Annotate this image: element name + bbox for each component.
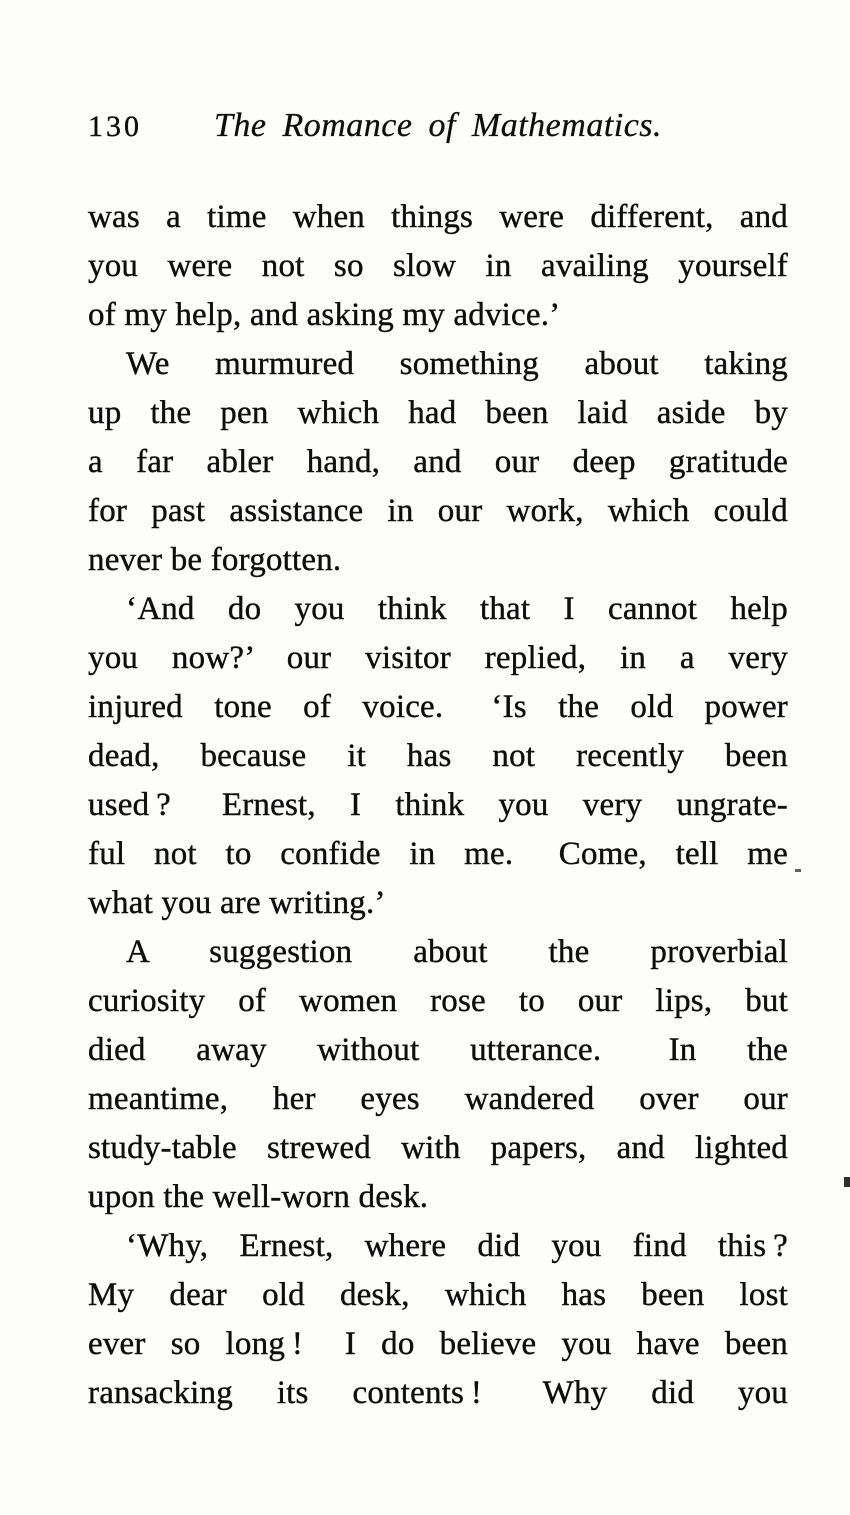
text-line: meantime, her eyes wandered over our: [88, 1081, 788, 1117]
text-line: you were not so slow in availing yourself: [88, 248, 788, 284]
paragraph: [88, 928, 788, 1222]
paragraph: [88, 340, 788, 585]
running-title: The Romance of Mathematics.: [213, 107, 663, 144]
paragraph: [88, 193, 788, 340]
scan-artifact: [795, 869, 801, 872]
text-line: died away without utterance. In the: [88, 1032, 788, 1068]
text-line: A suggestion about the proverbial: [126, 934, 788, 970]
text-line: a far abler hand, and our deep gratitude: [88, 444, 788, 480]
text-line: injured tone of voice. ‘Is the old power: [88, 689, 788, 725]
paragraph: [88, 585, 788, 928]
text-line: ransacking its contents ! Why did you: [88, 1375, 788, 1411]
text-line: for past assistance in our work, which could: [88, 493, 788, 529]
text-line: ‘And do you think that I cannot help: [126, 591, 788, 627]
text-line: up the pen which had been laid aside by: [88, 395, 788, 431]
page-number: 130: [88, 110, 142, 143]
text-line: ever so long ! I do believe you have been: [88, 1326, 788, 1362]
text-line: used ? Ernest, I think you very ungrate-: [88, 787, 788, 823]
page-body: [88, 193, 788, 1418]
text-line: study-table strewed with papers, and lighted: [88, 1130, 788, 1166]
text-line: never be forgotten.: [88, 542, 342, 578]
text-line: My dear old desk, which has been lost: [88, 1277, 788, 1313]
text-line: curiosity of women rose to our lips, but: [88, 983, 788, 1019]
scan-artifact: [844, 1177, 850, 1187]
text-line: of my help, and asking my advice.’: [88, 297, 561, 333]
text-line: We murmured something about taking: [126, 346, 788, 382]
text-line: dead, because it has not recently been: [88, 738, 788, 774]
text-block: [88, 106, 788, 1418]
text-line: what you are writing.’: [88, 885, 386, 921]
paragraph: [88, 1222, 788, 1418]
text-line: you now?’ our visitor replied, in a very: [88, 640, 788, 676]
text-line: ful not to confide in me. Come, tell me: [88, 836, 788, 872]
text-line: was a time when things were different, and: [88, 199, 788, 235]
text-line: ‘Why, Ernest, where did you find this ?: [126, 1228, 788, 1264]
page-header: [88, 106, 788, 146]
text-line: upon the well-worn desk.: [88, 1179, 429, 1215]
